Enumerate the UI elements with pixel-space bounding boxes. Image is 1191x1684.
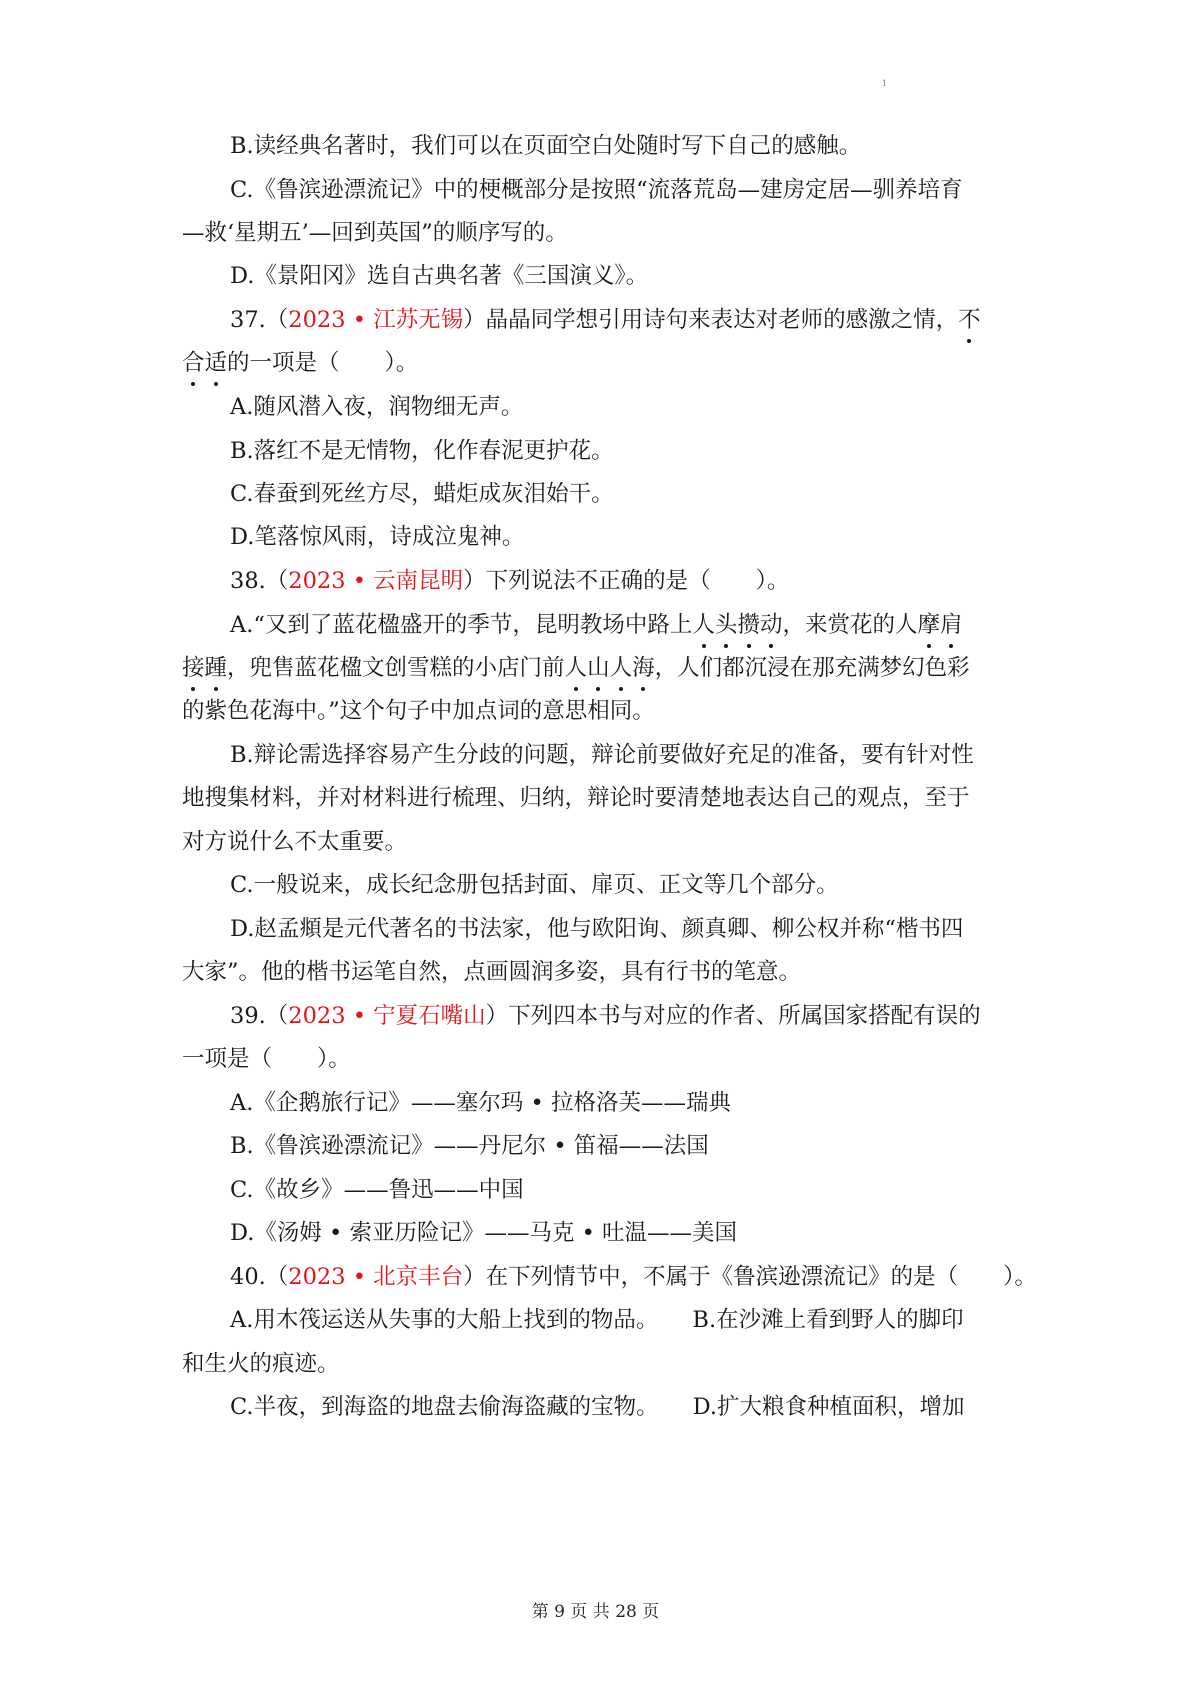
option-38b-continued-2: 对方说什么不太重要。 bbox=[182, 829, 408, 855]
question-40: 40.（2023 • 北京丰台）在下列情节中，不属于《鲁滨逊漂流记》的是（ ）。 bbox=[230, 1264, 1037, 1290]
option-37c: C.春蚕到死丝方尽，蜡炬成灰泪始干。 bbox=[230, 481, 614, 507]
emphasis-char: 适 bbox=[205, 343, 228, 383]
option-38d-continued: 大家”。他的楷书运笔自然，点画圆润多姿，具有行书的笔意。 bbox=[182, 959, 802, 985]
option-39a: A.《企鹅旅行记》——塞尔玛 • 拉格洛芙——瑞典 bbox=[230, 1090, 731, 1116]
question-37-continued: 合适的一项是（ ）。 bbox=[0, 343, 1191, 383]
option-38d: D.赵孟頫是元代著名的书法家，他与欧阳询、颜真卿、柳公权并称“楷书四 bbox=[230, 916, 964, 942]
option-37d: D.笔落惊风雨，诗成泣鬼神。 bbox=[230, 524, 525, 550]
option-36d: D.《景阳冈》选自古典名著《三国演义》。 bbox=[230, 263, 649, 289]
question-39-continued: 一项是（ ）。 bbox=[182, 1046, 351, 1072]
question-39: 39.（2023 • 宁夏石嘴山）下列四本书与对应的作者、所属国家搭配有误的 bbox=[230, 1003, 981, 1029]
header-mark: 1 bbox=[882, 79, 888, 88]
option-37b: B.落红不是无情物，化作春泥更护花。 bbox=[230, 438, 614, 464]
option-36c-continued: —救‘星期五’—回到英国”的顺序写的。 bbox=[182, 220, 568, 246]
option-38a-continued: 接踵，兜售蓝花楹文创雪糕的小店门前人山人海，人们都沉浸在那充满梦幻色彩 bbox=[0, 648, 1191, 688]
option-38a-continued-2: 的紫色花海中。”这个句子中加点词的意思相同。 bbox=[182, 698, 655, 724]
option-40a: A.用木筏运送从失事的大船上找到的物品。 bbox=[230, 1307, 659, 1333]
option-38b-continued: 地搜集材料，并对材料进行梳理、归纳，辩论时要清楚地表达自己的观点，至于 bbox=[182, 785, 970, 811]
question-source: 2023 • 云南昆明 bbox=[288, 568, 464, 594]
option-37a: A.随风潜入夜，润物细无声。 bbox=[230, 394, 524, 420]
option-39d: D.《汤姆 • 索亚历险记》——马克 • 吐温——美国 bbox=[230, 1220, 738, 1246]
question-source: 2023 • 江苏无锡 bbox=[288, 307, 464, 333]
question-source: 2023 • 宁夏石嘴山 bbox=[288, 1003, 486, 1029]
option-38a: A.“又到了蓝花楹盛开的季节，昆明教场中路上人头攒动，来赏花的人摩肩 bbox=[0, 605, 1191, 645]
options-40ab bbox=[0, 1300, 1191, 1340]
emphasis-char: 不 bbox=[958, 300, 981, 340]
option-39c: C.《故乡》——鲁迅——中国 bbox=[230, 1177, 524, 1203]
option-40c: C.半夜，到海盗的地盘去偷海盗藏的宝物。 bbox=[230, 1394, 659, 1420]
question-source: 2023 • 北京丰台 bbox=[288, 1264, 464, 1290]
emphasis-char: 合 bbox=[182, 343, 205, 383]
option-36b: B.读经典名著时，我们可以在页面空白处随时写下自己的感触。 bbox=[230, 133, 862, 159]
question-38: 38.（2023 • 云南昆明）下列说法不正确的是（ ）。 bbox=[230, 568, 790, 594]
page-footer: 第 9 页 共 28 页 bbox=[531, 1602, 660, 1622]
question-37: 37.（2023 • 江苏无锡）晶晶同学想引用诗句来表达对老师的感激之情，不 bbox=[0, 300, 1191, 340]
option-40b-continued: 和生火的痕迹。 bbox=[182, 1351, 340, 1377]
option-39b: B.《鲁滨逊漂流记》——丹尼尔 • 笛福——法国 bbox=[230, 1133, 709, 1159]
option-40d: D.扩大粮食种植面积，增加 bbox=[692, 1394, 965, 1420]
option-38b: B.辩论需选择容易产生分歧的问题，辩论前要做好充足的准备，要有针对性 bbox=[230, 742, 974, 768]
options-40cd bbox=[0, 1387, 1191, 1427]
option-40b: B.在沙滩上看到野人的脚印 bbox=[692, 1307, 964, 1333]
option-38c: C.一般说来，成长纪念册包括封面、扉页、正文等几个部分。 bbox=[230, 872, 839, 898]
option-36c: C.《鲁滨逊漂流记》中的梗概部分是按照“流落荒岛—建房定居—驯养培育 bbox=[230, 177, 963, 203]
